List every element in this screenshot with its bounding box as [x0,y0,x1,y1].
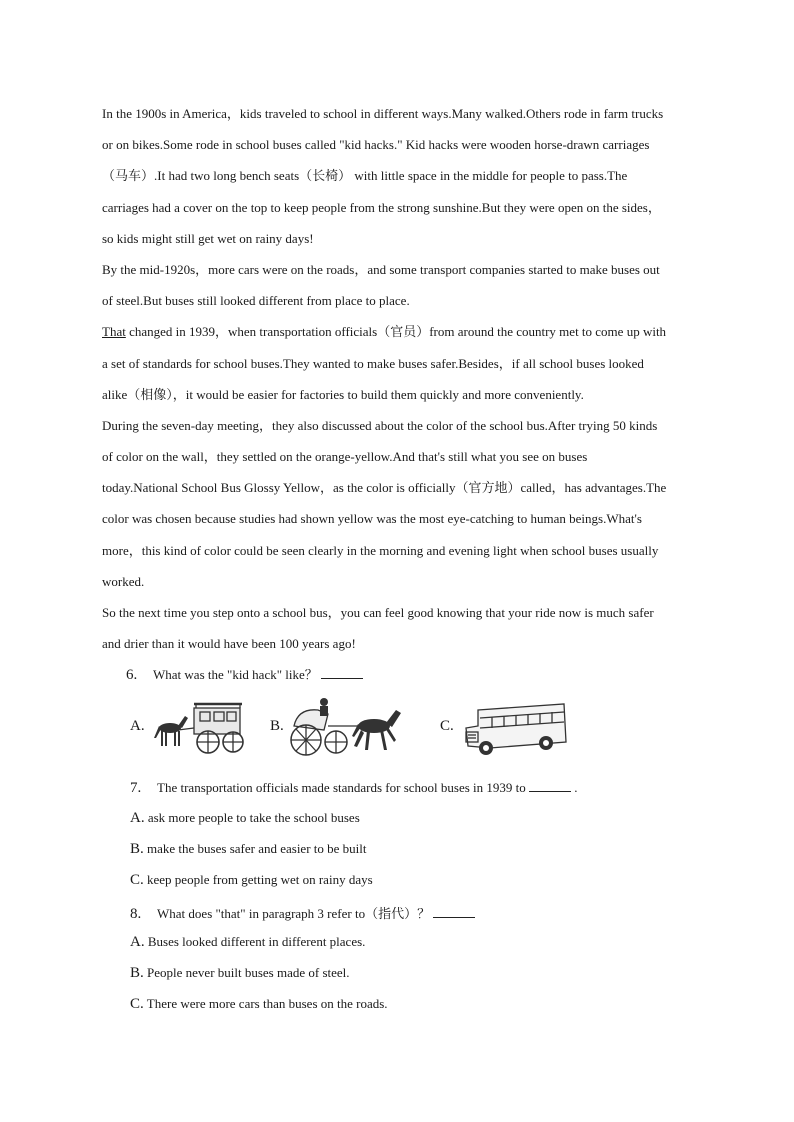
question-7-option-b[interactable] [130,841,367,858]
option-letter: B. [130,841,144,857]
question-7-option-a[interactable] [130,810,360,827]
passage-line-10: alike（相像），it would be easier for factories to build them quickly and more conveniently. [102,386,584,402]
option-text: make the buses safer and easier to be built [147,841,367,856]
question-8-option-b[interactable] [130,965,350,982]
passage-line-4: carriages had a cover on the top to keep people from the strong sunshine.But they were open on the sides， [102,199,661,215]
option-letter: B. [130,965,144,981]
option-letter: A. [130,810,145,826]
underlined-that: That [102,324,126,340]
document-page [102,98,702,1012]
horse-carriage-with-driver-icon [288,696,404,760]
passage-line-16: worked. [102,573,145,589]
passage-line-14: color was chosen because studies had shown yellow was the most eye-catching to human beings.What's [102,511,642,527]
answer-blank[interactable] [433,905,475,918]
school-bus-icon [460,698,568,760]
passage-line-5: so kids might still get wet on rainy days! [102,230,314,246]
question-7 [130,779,578,797]
passage-line-8-rest: changed in 1939，when transportation officials（官员）from around the country met to come up with [125,324,667,340]
option-text: There were more cars than buses on the roads. [146,996,388,1011]
option-letter: C. [440,718,454,734]
question-number: 6. [126,667,138,683]
passage-line-3: （马车）.It had two long bench seats（长椅） with little space in the middle for people to pass.The [102,168,628,184]
question-8-option-a[interactable] [130,934,365,951]
question-7-option-c[interactable] [130,872,373,889]
option-letter: A. [130,934,145,950]
question-number: 7. [130,780,142,796]
question-8 [130,903,475,923]
option-text: People never built buses made of steel. [147,965,350,980]
question-6-picture-options [130,696,600,766]
question-6 [126,664,363,684]
option-letter: B. [270,718,284,734]
horse-drawn-carriage-icon [152,698,250,756]
question-text: What does "that" in paragraph 3 refer to（指代）？ [157,906,431,921]
passage-line-15: more，this kind of color could be seen clearly in the morning and evening light when school buses usually [102,542,659,558]
passage-line-6: By the mid-1920s，more cars were on the roads，and some transport companies started to make buses out [102,261,660,277]
option-text: Buses looked different in different places. [147,934,366,949]
question-number: 8. [130,906,142,922]
passage-line-9: a set of standards for school buses.They wanted to make buses safer.Besides，if all school buses looked [102,355,644,371]
passage-line-13: today.National School Bus Glossy Yellow，as the color is officially（官方地）called，has advantages.The [102,480,667,496]
passage-line-8 [102,316,702,347]
option-letter: C. [130,872,144,888]
passage-line-1: In the 1900s in America，kids traveled to school in different ways.Many walked.Others rode in farm trucks [102,106,664,121]
option-letter: C. [130,996,144,1012]
question-text: What was the "kid hack" like？ [153,667,318,682]
passage-line-11: During the seven-day meeting，they also discussed about the color of the school bus.After trying 50 kinds [102,417,658,433]
passage-line-12: of color on the wall，they settled on the orange-yellow.And that's still what you see on buses [102,449,588,465]
passage [102,98,702,659]
option-text: ask more people to take the school buses [147,810,360,825]
question-end: . [574,780,578,795]
passage-line-17: So the next time you step onto a school bus，you can feel good knowing that your ride now is much safer [102,605,654,620]
passage-line-2: or on bikes.Some rode in school buses called "kid hacks." Kid hacks were wooden horse-drawn carriages [102,137,650,153]
option-text: keep people from getting wet on rainy days [147,872,373,887]
question-8-option-c[interactable] [130,996,388,1013]
answer-blank[interactable] [321,666,363,679]
option-letter: A. [130,718,145,734]
passage-line-7: of steel.But buses still looked different from place to place. [102,293,410,309]
question-text: The transportation officials made standards for school buses in 1939 to [157,780,526,795]
passage-line-18: and drier than it would have been 100 years ago! [102,636,356,652]
answer-blank[interactable] [529,779,571,792]
